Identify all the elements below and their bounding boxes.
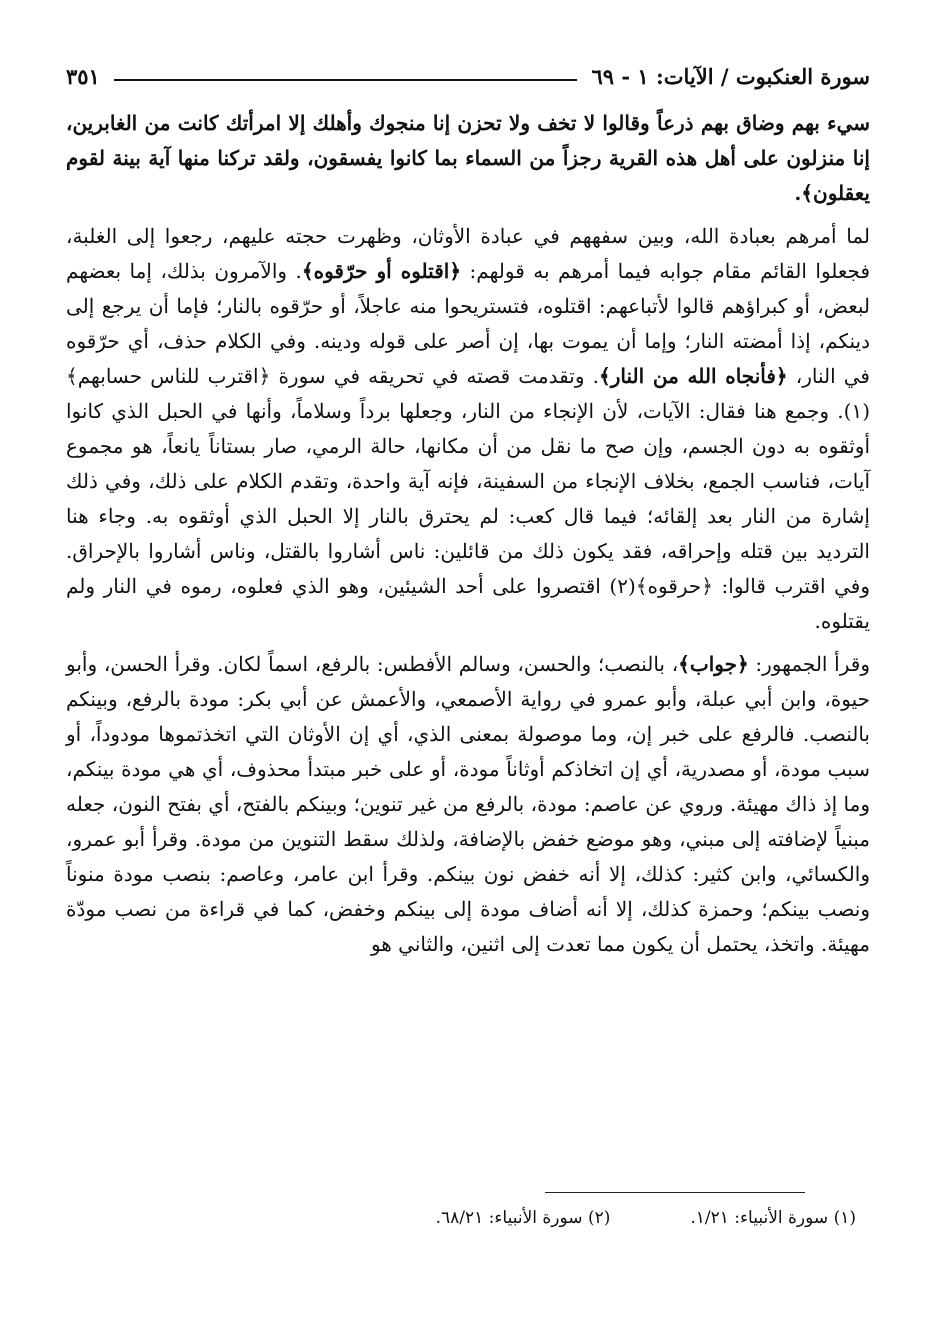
page-number: ٣٥١ — [66, 63, 100, 89]
text-segment: لما أمرهم بعبادة الله، وبين سفههم في عبادة الأوثان، وظهرت حجته عليهم، رجعوا إلى الغلبة، فجعلوا القائم مقام جوابه فيما أمرهم به قولهم: — [66, 224, 871, 283]
quran-verse-paragraph: سيء بهم وضاق بهم ذرعاً وقالوا لا تخف ولا تحزن إنا منجوك وأهلك إلا امرأتك كانت من الغابرين، إنا منزلون على أهل هذه القرية رجزاً من السماء بما كانوا يفسقون، ولقد تركنا منها آية بينة لقوم يعقلون﴾. — [66, 111, 870, 205]
commentary-paragraph-1 — [66, 219, 870, 639]
footnote-separator — [545, 1192, 805, 1193]
footnote-text: سورة الأنبياء: ١/٢١. — [690, 1208, 829, 1228]
text-segment: وقرأ الجمهور: — [748, 652, 870, 676]
quran-quote: ﴿جواب﴾ — [678, 652, 749, 676]
quran-quote: ﴿فأنجاه الله من النار﴾ — [598, 364, 788, 388]
text-segment: . وتقدمت قصته في تحريقه في سورة ﴿اقترب للناس حسابهم﴾(١). وجمع هنا فقال: الآيات، لأن الإنجاء من النار، وجعلها برداً وسلاماً، وأنها في الحبل الذي كانوا أوثقوه به دون الجسم، وإن صح ما نقل من أن مكانها، حالة الرمي، صار بستاناً يانعاً، هو مجموع آيات، فناسب الجمع، بخلاف الإنجاء من السفينة، فإنه آية واحدة، وتقدم الكلام على ذلك، وفي ذلك إشارة من النار بعد إلقائه؛ فيما قال كعب: لم يحترق بالنار إلا الحبل الذي أوثقوه به. وجاء هنا الترديد بين قتله وإحراقه، فقد يكون ذلك من قائلين: ناس أشاروا بالقتل، وناس أشاروا بالإحراق. وفي اقترب قالوا: ﴿حرقوه﴾(٢) اقتصروا على أحد الشيئين، وهو الذي فعلوه، رموه في النار ولم يقتلوه. — [66, 364, 870, 633]
quran-quote: ﴿اقتلوه أو حرّقوه﴾ — [301, 259, 462, 283]
footnote-label: (١) — [833, 1208, 856, 1228]
text-segment: ، بالنصب؛ والحسن، وسالم الأفطس: بالرفع، اسماً لكان. وقرأ الحسن، وأبو حيوة، وابن أبي عبلة، وأبو عمرو في رواية الأصمعي، والأعمش عن أبي بكر: مودة بالرفع، وبينكم بالنصب. فالرفع على خبر إن، وما موصولة بمعنى الذي، أي إن الأوثان التي اتخذتموها مودوداً، أو سبب مودة، أو مصدرية، أي إن اتخاذكم أوثاناً مودة، أو على خبر مبتدأ محذوف، أي هي مودة بينكم، وما إذ ذاك مهيئة. وروي عن عاصم: مودة، بالرفع من غير تنوين؛ وبينكم بالفتح، أي بفتح النون، جعله مبنياً لإضافته إلى مبني، وهو موضع خفض بالإضافة، ولذلك سقط التنوين من مودة. وقرأ أبو عمرو، والكسائي، وابن كثير: كذلك، إلا أنه خفض نون بينكم. وقرأ ابن عامر، وعاصم: بنصب مودة منوناً ونصب بينكم؛ وحمزة كذلك، إلا أنه أضاف مودة إلى بينكم وخفض، كما في قراءة من نصب مودّة مهيئة. واتخذ، يحتمل أن يكون مما تعدت إلى اثنين، والثاني هو — [66, 652, 870, 956]
commentary-paragraph-2 — [66, 647, 870, 962]
text-segment: . والآمرون بذلك، إما بعضهم لبعض، أو كبراؤهم قالوا لأتباعهم: اقتلوه، فتستريحوا منه عاجلاً، أو حرّقوه بالنار؛ فإما أن يرجع إلى دينكم، إذا أمضته النار؛ وإما أن يموت بها، إن أصر على قوله ودينه. وفي الكلام حذف، أي حرّقوه في النار، — [66, 259, 871, 388]
footnote-label: (٢) — [587, 1208, 611, 1228]
main-text — [66, 106, 870, 962]
footnotes — [66, 1208, 856, 1228]
header-rule — [114, 79, 578, 81]
footnote-1 — [690, 1208, 856, 1228]
book-page — [66, 56, 870, 962]
footnote-text: سورة الأنبياء: ٦٨/٢١. — [435, 1208, 583, 1228]
surah-title: سورة العنكبوت / الآيات: ١ - ٦٩ — [591, 63, 870, 89]
running-header — [66, 56, 870, 96]
footnote-2 — [436, 1208, 611, 1228]
